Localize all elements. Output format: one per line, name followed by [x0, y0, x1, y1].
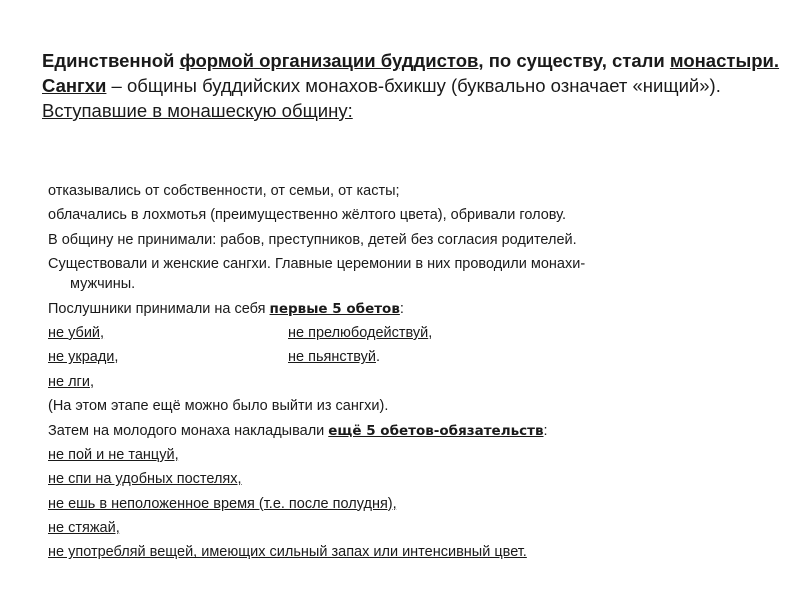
list-item-colon: :	[399, 300, 404, 317]
list-item	[42, 254, 782, 294]
vows-list	[42, 181, 782, 567]
list-item-continuation: мужчины.	[70, 276, 136, 293]
first-five-vows: первые 5 обетов	[269, 300, 400, 317]
list-item-text: Существовали и женские сангхи. Главные церемонии в них проводили монахи-	[48, 256, 586, 273]
vow-item: не спи на удобных постелях,	[48, 471, 242, 488]
intro-text: Единственной	[42, 50, 180, 71]
list-item	[42, 299, 782, 319]
intro-block	[42, 48, 782, 123]
vow-item: не ешь в неположенное время (т.е. после полудня),	[48, 495, 397, 512]
vow-item: не прелюбодействуй	[288, 324, 429, 341]
intro-underlined-phrase: формой организации буддистов	[179, 50, 479, 71]
intro-text-continued: , по существу, стали	[478, 50, 670, 71]
list-item: отказывались от собственности, от семьи, от касты;	[48, 183, 400, 199]
five-more-vows: ещё 5 обетов-обязательств	[328, 422, 544, 439]
list-item	[42, 421, 782, 441]
list-item: облачались в лохмотья (преимущественно жёлтого цвета), обривали голову.	[48, 207, 566, 224]
vow-punct: ,	[114, 349, 119, 366]
list-item: (На этом этапе ещё можно было выйти из сангхи).	[48, 398, 389, 415]
vow-item: не употребляй вещей, имеющих сильный запах или интенсивный цвет.	[48, 544, 527, 561]
intro-monasteries: монастыри.	[669, 50, 780, 71]
sangha-text: – общины буддийских монахов-бхикшу (буквально означает «нищий»).	[106, 75, 721, 96]
vow-item: не стяжай,	[48, 520, 120, 537]
list-item-text: Послушники принимали на себя	[48, 300, 270, 317]
vow-punct: ,	[89, 373, 94, 390]
entered-heading: Вступавшие в монашескую общину:	[42, 100, 353, 121]
vow-punct: ,	[428, 324, 433, 341]
vow-row	[42, 323, 782, 343]
vow-item: не убий,	[48, 324, 105, 341]
vow-punct: .	[376, 349, 381, 366]
list-item-text: Затем на молодого монаха накладывали	[48, 422, 329, 439]
vow-item: не пой и не танцуй,	[48, 446, 179, 463]
vow-item: не лги	[48, 373, 90, 390]
sangha-definition	[42, 73, 782, 98]
list-item: В общину не принимали: рабов, преступников, детей без согласия родителей.	[48, 231, 577, 248]
vow-row	[42, 372, 782, 392]
vow-row	[42, 347, 782, 367]
vow-item: не пьянствуй	[288, 349, 376, 366]
vow-item: не укради	[48, 349, 115, 366]
sangha-term: Сангхи	[42, 75, 107, 96]
list-item-colon: :	[543, 422, 548, 439]
intro-line-1	[42, 48, 782, 73]
